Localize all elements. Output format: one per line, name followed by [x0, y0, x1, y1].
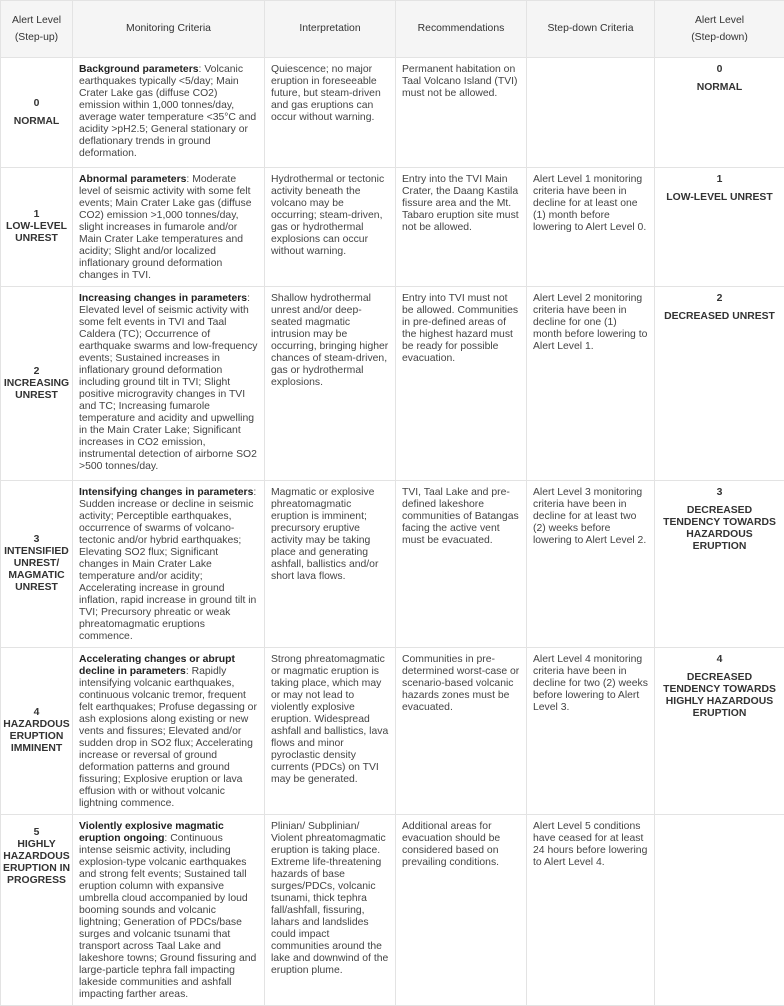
table-row: [1, 287, 784, 481]
step-down-number: 3: [659, 487, 780, 499]
header-step-up: [1, 1, 73, 58]
monitoring-heading: Abnormal parameters: [79, 174, 186, 185]
monitoring-cell: [73, 815, 265, 1006]
stepdown-criteria-cell: [527, 58, 655, 168]
alert-level-name: HAZARDOUS ERUPTION IMMINENT: [3, 719, 70, 755]
monitoring-heading: Accelerating changes or abrupt decline in parameters: [79, 654, 235, 677]
interpretation-cell: Strong phreatomagmatic or magmatic eruption is taking place, which may or may not lead to violently explosive eruption. Widespread ashfall and ballistics, lava flows and minor pyroclastic density currents (PDCs) on TVI may be generated.: [265, 648, 396, 815]
monitoring-text: : Continuous intense seismic activity, including explosion-type volcanic earthquakes and strong felt events; Sustained tall eruption column with expansive umbrella cloud accompanied by loud booming sounds and volcanic lightning; Generation of PDCs/base surges and volcanic tsunami that transport across Taal Lake and lakeshore towns; Ground fissuring and large-particle tephra fall impacting lakeside communities and ashfall impacting farther areas.: [79, 833, 256, 1000]
header-step-down-line2: (Step-down): [655, 29, 784, 46]
table-row: [1, 58, 784, 168]
monitoring-cell: [73, 481, 265, 648]
header-step-up-line1: Alert Level: [1, 12, 72, 29]
recommendations-cell: Permanent habitation on Taal Volcano Island (TVI) must not be allowed.: [396, 58, 527, 168]
alert-level-cell: [1, 481, 73, 648]
stepdown-criteria-cell: Alert Level 2 monitoring criteria have been in decline for one (1) month before lowering to Alert Level 1.: [527, 287, 655, 481]
step-down-cell: [655, 58, 784, 168]
monitoring-cell: [73, 648, 265, 815]
alert-level-number: 2: [3, 366, 70, 378]
header-interpretation: Interpretation: [265, 1, 396, 58]
monitoring-heading: Background parameters: [79, 64, 199, 75]
step-down-number: 4: [659, 654, 780, 666]
stepdown-criteria-cell: Alert Level 4 monitoring criteria have been in decline for two (2) weeks before lowering to Alert Level 3.: [527, 648, 655, 815]
step-down-cell: [655, 287, 784, 481]
interpretation-cell: Magmatic or explosive phreatomagmatic eruption is imminent; precursory eruptive activity may be taking place and generating ashfall, ballistics and/or short lava flows.: [265, 481, 396, 648]
monitoring-text: : Elevated level of seismic activity with some felt events in TVI and Taal Caldera (TC); Occurrence of earthquake swarms and low-frequency events; Sustained increases in inflationary ground deformation including ground tilt in TVI; Slight positive microgravity changes in TVI and TC; Increasing fumarole temperature and acidity and upwelling in the Main Crater Lake; Significant increases in CO2 emission, instrumental detection of airborne SO2 >500 tonnes/day.: [79, 293, 257, 472]
monitoring-text: : Rapidly intensifying volcanic earthquakes, continuous volcanic tremor, frequent felt earthquakes; Profuse degassing or ash explosions along existing or new vents and fissures; Elevated and/or sudden drop in SO2 flux; Accelerating increase or reversal of ground deformation patterns and ground fissuring; Explosive eruption or lava effusion with or without volcanic lightning commence.: [79, 666, 257, 809]
recommendations-cell: Entry into the TVI Main Crater, the Daang Kastila fissure area and the Mt. Tabaro eruption site must not be allowed.: [396, 168, 527, 287]
step-down-cell: [655, 481, 784, 648]
recommendations-cell: TVI, Taal Lake and pre-defined lakeshore communities of Batangas facing the active vent must be evacuated.: [396, 481, 527, 648]
alert-level-name: INCREASING UNREST: [3, 378, 70, 402]
interpretation-cell: Quiescence; no major eruption in foreseeable future, but steam-driven and gas eruptions can occur without warning.: [265, 58, 396, 168]
monitoring-text: : Volcanic earthquakes typically <5/day; Main Crater Lake gas (diffuse CO2) emission within 1,000 tonnes/day, average water temperature <35°C and acidity >pH2.5; General stationary or deflationary trends in ground deformation.: [79, 64, 256, 159]
header-step-down-line1: Alert Level: [655, 12, 784, 29]
step-down-number: 0: [659, 64, 780, 76]
table-row: [1, 481, 784, 648]
monitoring-heading: Increasing changes in parameters: [79, 293, 247, 304]
header-row: [1, 1, 784, 58]
step-down-number: 1: [659, 174, 780, 186]
step-down-name: LOW-LEVEL UNREST: [659, 192, 780, 204]
step-down-name: DECREASED TENDENCY TOWARDS HIGHLY HAZARDOUS ERUPTION: [659, 672, 780, 720]
step-down-name: DECREASED UNREST: [659, 311, 780, 323]
interpretation-cell: Hydrothermal or tectonic activity beneath the volcano may be occurring; steam-driven, gas or hydrothermal explosions can occur without warning.: [265, 168, 396, 287]
alert-level-number: 4: [3, 707, 70, 719]
alert-level-cell: [1, 815, 73, 1006]
header-stepdown-criteria: Step-down Criteria: [527, 1, 655, 58]
alert-level-cell: [1, 648, 73, 815]
interpretation-cell: Plinian/ Subplinian/ Violent phreatomagmatic eruption is taking place. Extreme life-threatening hazards of base surges/PDCs, volcanic tsunami, thick tephra fall/ashfall, fissuring, lahars and landslides could impact communities around the lake and downwind of the eruption plume.: [265, 815, 396, 1006]
alert-level-name: HIGHLY HAZARDOUS ERUPTION IN PROGRESS: [3, 839, 70, 887]
alert-level-name: LOW-LEVEL UNREST: [3, 221, 70, 245]
alert-level-name: INTENSIFIED UNREST/ MAGMATIC UNREST: [3, 546, 70, 594]
recommendations-cell: Entry into TVI must not be allowed. Communities in pre-defined areas of the highest hazard must be ready for possible evacuation.: [396, 287, 527, 481]
alert-level-number: 1: [3, 209, 70, 221]
step-down-number: 2: [659, 293, 780, 305]
alert-level-number: 5: [3, 827, 70, 839]
alert-level-number: 3: [3, 534, 70, 546]
header-step-down: [655, 1, 784, 58]
monitoring-text: : Sudden increase or decline in seismic activity; Perceptible earthquakes, occurrence of swarms of volcano-tectonic and/or hybrid earthquakes; Elevating SO2 flux; Significant changes in Main Crater Lake temperature and/or acidity; Accelerating increase in ground inflation, rapid increase in ground tilt in TVI; Precursory phreatic or weak phreatomagmatic eruptions commence.: [79, 487, 256, 642]
header-monitoring: Monitoring Criteria: [73, 1, 265, 58]
recommendations-cell: Additional areas for evacuation should be considered based on prevailing conditions.: [396, 815, 527, 1006]
step-down-name: DECREASED TENDENCY TOWARDS HAZARDOUS ERUPTION: [659, 505, 780, 553]
step-down-cell: [655, 815, 784, 1006]
monitoring-cell: [73, 287, 265, 481]
interpretation-cell: Shallow hydrothermal unrest and/or deep-seated magmatic intrusion may be occurring, bringing higher chances of steam-driven, gas or hydrothermal explosions.: [265, 287, 396, 481]
monitoring-heading: Violently explosive magmatic eruption ongoing: [79, 821, 224, 844]
stepdown-criteria-cell: Alert Level 5 conditions have ceased for at least 24 hours before lowering to Alert Level 4.: [527, 815, 655, 1006]
step-down-cell: [655, 648, 784, 815]
alert-level-cell: [1, 168, 73, 287]
header-step-up-line2: (Step-up): [1, 29, 72, 46]
table-row: [1, 648, 784, 815]
monitoring-cell: [73, 58, 265, 168]
table-row: [1, 815, 784, 1006]
stepdown-criteria-cell: Alert Level 3 monitoring criteria have been in decline for at least two (2) weeks before lowering to Alert Level 2.: [527, 481, 655, 648]
alert-level-name: NORMAL: [3, 116, 70, 128]
table-row: [1, 168, 784, 287]
alert-level-cell: [1, 58, 73, 168]
monitoring-heading: Intensifying changes in parameters: [79, 487, 253, 498]
header-recommendations: Recommendations: [396, 1, 527, 58]
alert-level-cell: [1, 287, 73, 481]
alert-level-number: 0: [3, 98, 70, 110]
monitoring-text: : Moderate level of seismic activity with some felt events; Main Crater Lake gas (diffuse CO2) emission >1,000 tonnes/day, slight increases in fumarole and/or Main Crater Lake temperatures and acidity; Slight and/or localized inflationary ground deformation changes in TVI.: [79, 174, 252, 281]
recommendations-cell: Communities in pre-determined worst-case or scenario-based volcanic hazards zones must be evacuated.: [396, 648, 527, 815]
step-down-name: NORMAL: [659, 82, 780, 94]
stepdown-criteria-cell: Alert Level 1 monitoring criteria have been in decline for at least one (1) month before lowering to Alert Level 0.: [527, 168, 655, 287]
step-down-cell: [655, 168, 784, 287]
monitoring-cell: [73, 168, 265, 287]
